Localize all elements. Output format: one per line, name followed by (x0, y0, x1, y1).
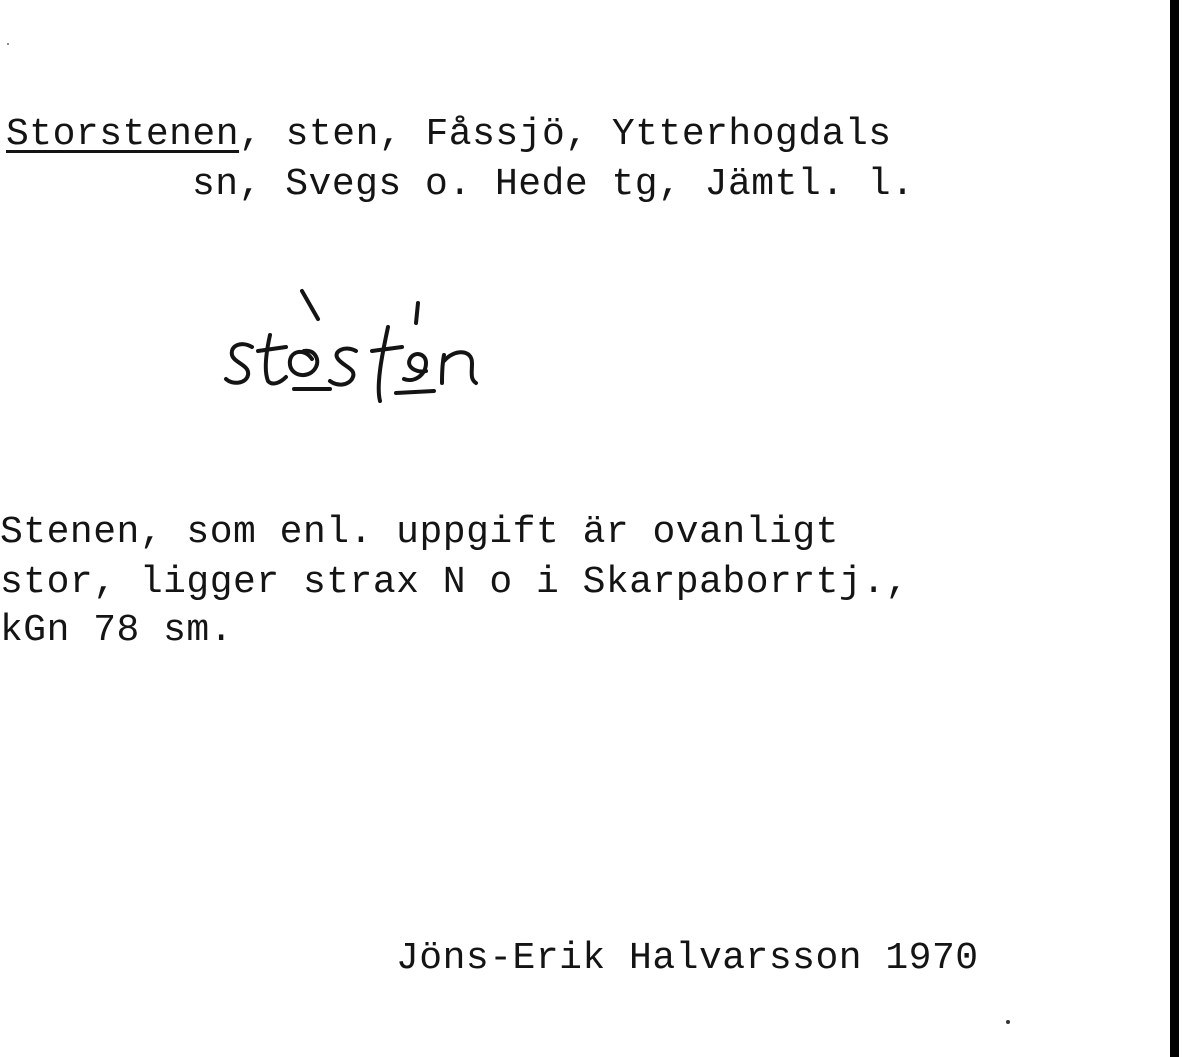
signature: Jöns-Erik Halvarsson 1970 (396, 937, 979, 980)
description-line-1: Stenen, som enl. uppgift är ovanligt (0, 511, 839, 554)
description-line-2: stor, ligger strax N o i Skarpaborrtj., (0, 561, 909, 604)
place-name-headword: Storstenen (6, 113, 240, 156)
header-line-2: sn, Svegs o. Hede tg, Jämtl. l. (192, 163, 915, 206)
description-line-3: kGn 78 sm. (0, 609, 234, 652)
header-line-1-rest: , sten, Fåssjö, Ytterhogdals (239, 113, 892, 156)
